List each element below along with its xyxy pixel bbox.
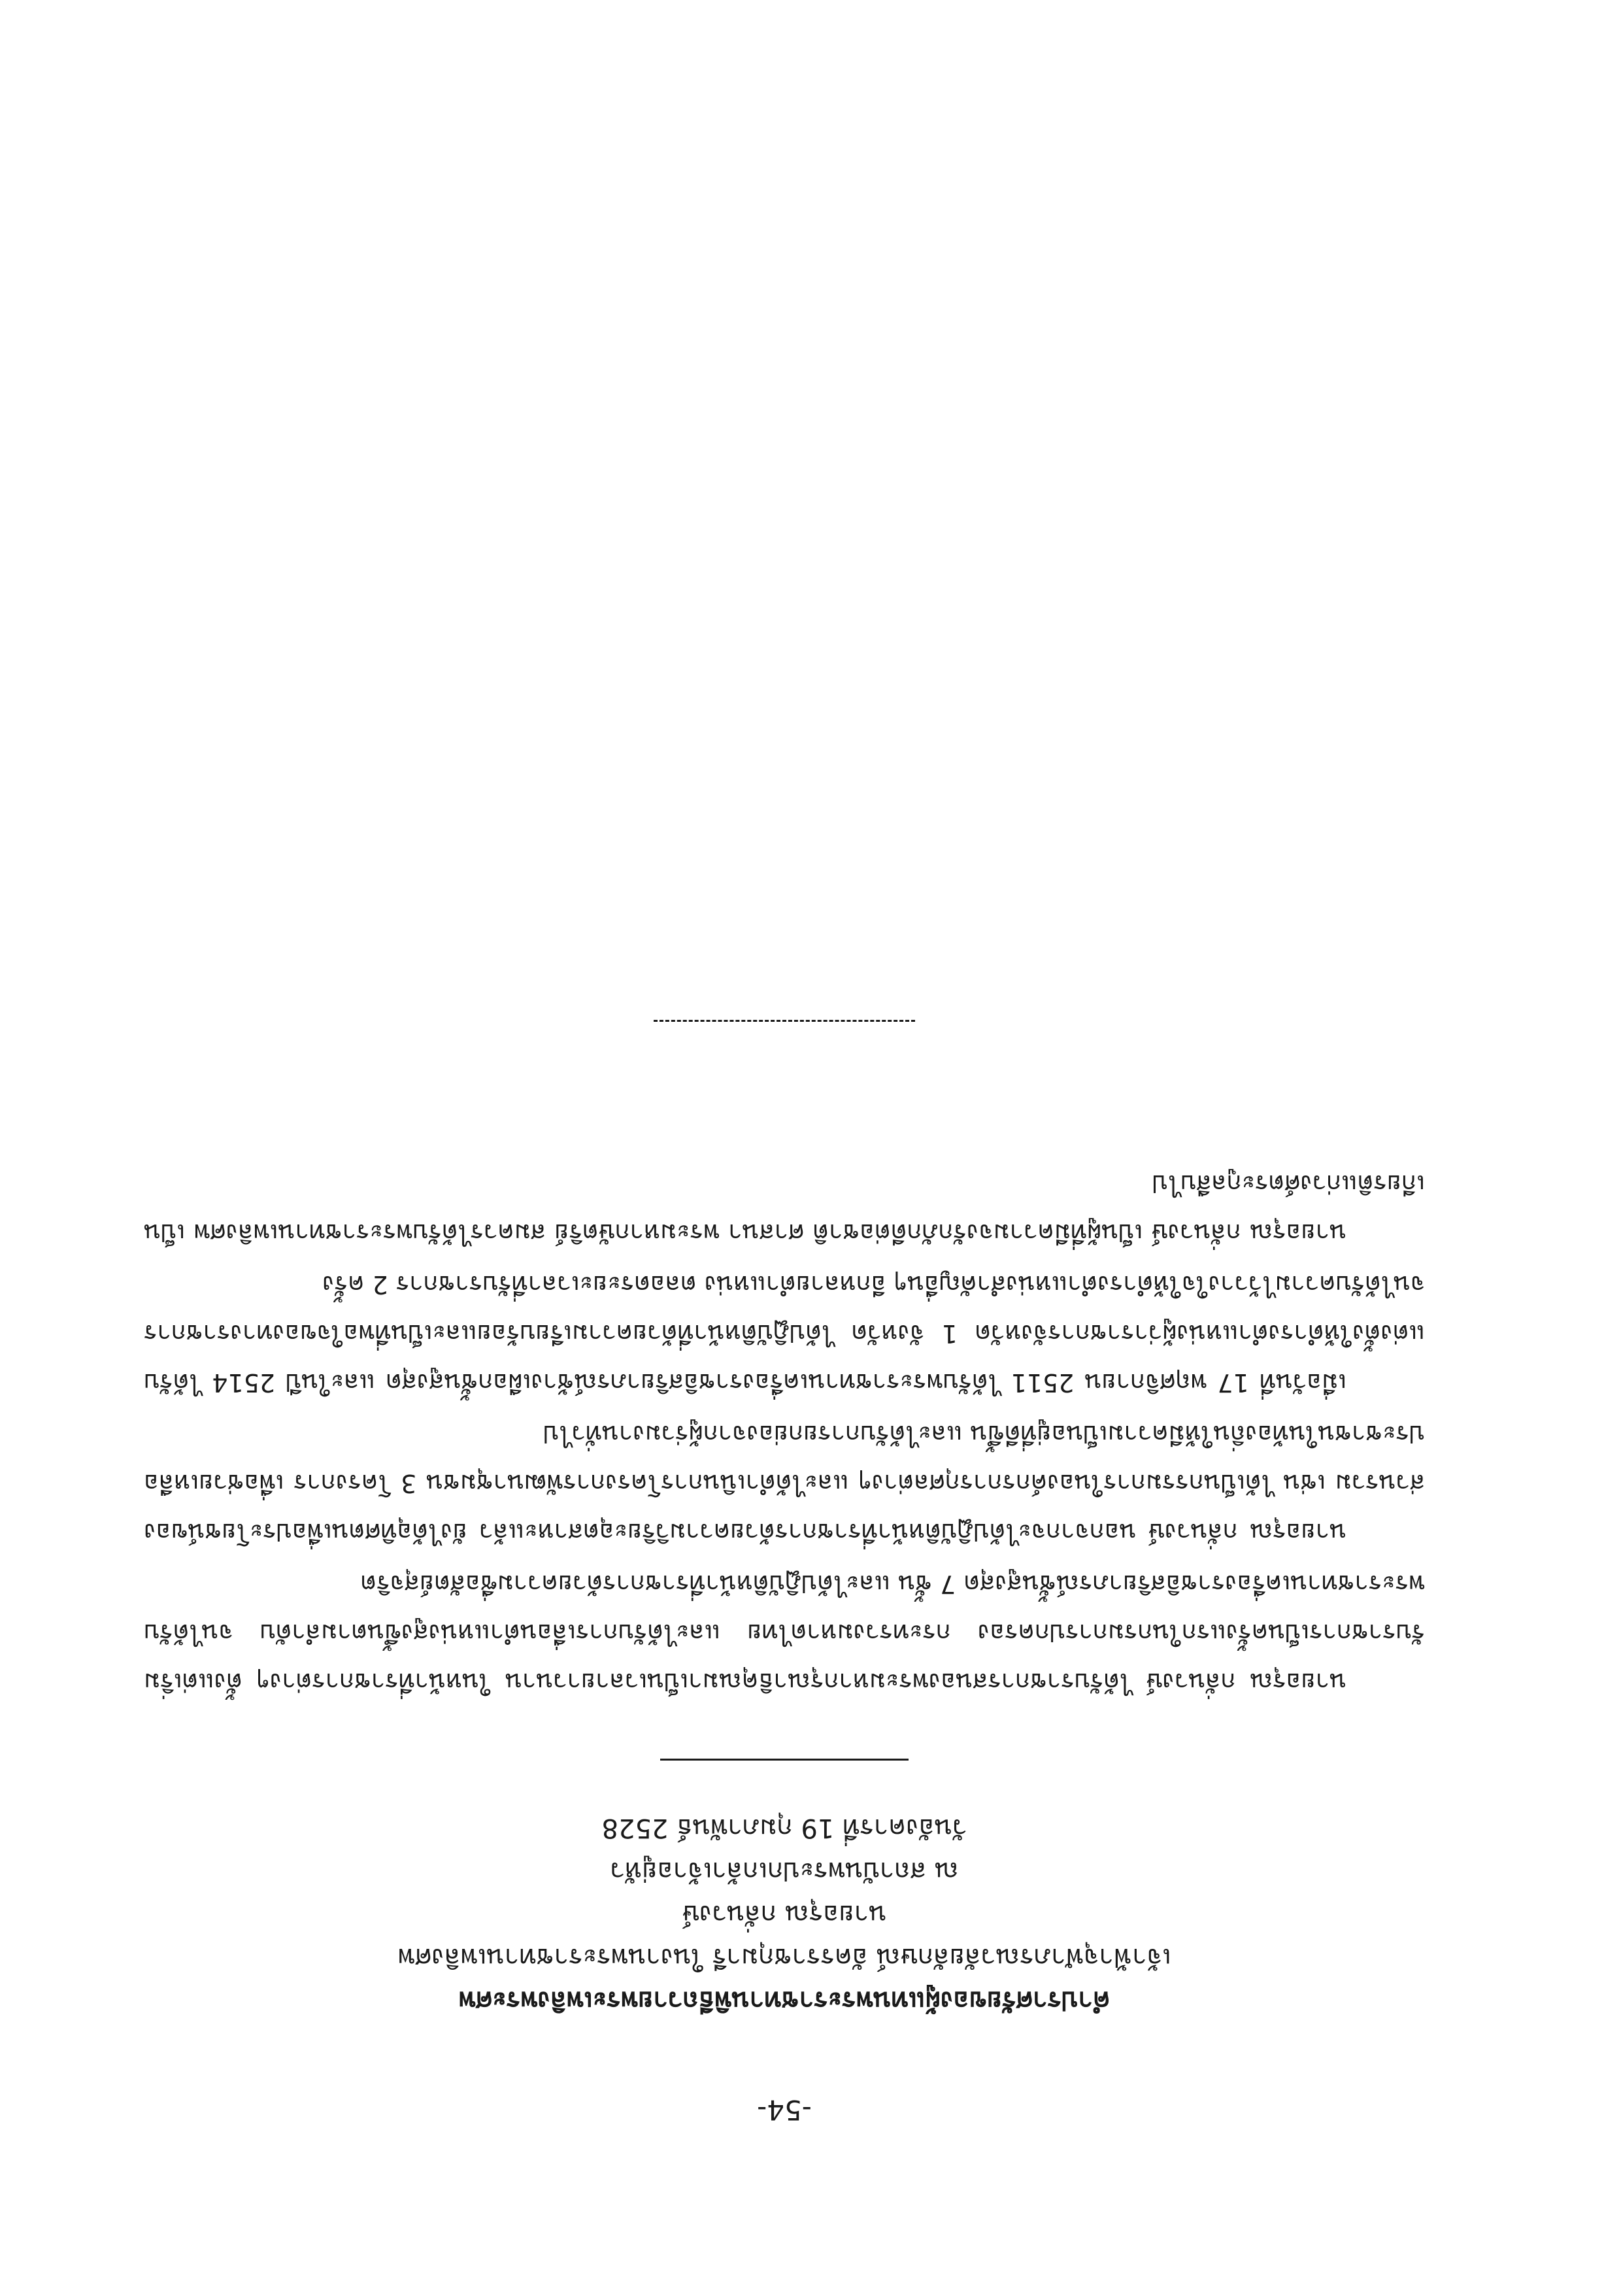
paragraph-4	[144, 1159, 1425, 1257]
paragraph-text: นายอรุณ กลั่นวงษ์ นอกจากจะได้ปฏิบัติหน้าที่ราชการด้วยความวิริยะอุตสาหะแล้ว ยังได้อุทิศตนเพื่อประโยชน์ของส่วนรวม เช่น ได้เป็นกรรมการในองค์กรการกุศลต่างๆ และได้ดำเนินการโครงการพัฒนาชุมชน 3 โครงการ เพื่อช่วยเหลือประชาชนในท้องถิ่นให้มีความเป็นอยู่ที่ดีขึ้น และได้รับการยกย่องจากผู้ร่วมงานทั่วไป	[144, 1420, 1425, 1547]
document-title: คำปราศรัยของผู้แทนพระราชทานพิธีถวายพระเพลิงพระศพ	[458, 1985, 1111, 2016]
paragraph-text: เมื่อวันที่ 17 พฤศจิกายน 2511 ได้รับพระราชทานเครื่องราชอิสริยาภรณ์ช้างเผือกชั้นสูงสุด และในปี 2514 ได้รับแต่งตั้งให้ดำรงตำแหน่งผู้ว่าราชการจังหวัด 1 จังหวัด ได้ปฏิบัติหน้าที่ด้วยความเรียบร้อยและเป็นที่พอใจของทางราชการ จนได้รับความไว้วางใจให้ดำรงตำแหน่งสำคัญอื่นๆ อีกหลายตำแหน่ง ตลอดระยะเวลาที่รับราชการ 2 ครั้ง	[144, 1270, 1425, 1397]
paragraph-2	[144, 1410, 1425, 1557]
speaker-name: นายอรุณ กลั่นวงษ์	[682, 1899, 887, 1929]
paragraph-text: นายอรุณ กลั่นวงษ์ เป็นผู้ที่มีความจงรักภักดีต่อชาติ ศาสนา พระมหากษัตริย์ สมควรได้รับพระราชทานเพลิงศพ เป็นเกียรติแก่วงศ์ตระกูลสืบไป	[144, 1170, 1425, 1247]
page-number: -54-	[757, 2094, 812, 2126]
dashed-divider	[654, 1020, 915, 1022]
document-subtitle: เจ้าฟ้าจุฬาภรณวลัยลักษณ์ อัครราชกุมารี ในงานพระราชทานเพลิงศพ	[397, 1942, 1171, 1972]
document-content	[144, 1020, 1425, 2126]
paragraph-text: นายอรุณ กลั่นวงษ์ ได้รับราชการสนองพระมหากรุณาธิคุณมาเป็นเวลายาวนาน ในหน้าที่ราชการต่างๆ ตั้งแต่เริ่มรับราชการเป็นครั้งแรกในกรมการปกครอง กระทรวงมหาดไทย และได้รับการเลื่อนตำแหน่งสูงขึ้นตามลำดับ จนได้รับพระราชทานเครื่องราชอิสริยาภรณ์ชั้นสูงสุด 7 ชั้น และได้ปฏิบัติหน้าที่ราชการด้วยความซื่อสัตย์สุจริต	[144, 1570, 1425, 1697]
date: วันอังคารที่ 19 กุมภาพันธ์ 2528	[601, 1813, 967, 1843]
venue: ณ สถาบันพระปกเกล้าเจ้าอยู่หัว	[610, 1856, 959, 1886]
solid-divider	[660, 1759, 909, 1761]
paragraph-3	[144, 1260, 1425, 1407]
paragraph-1	[144, 1559, 1425, 1706]
